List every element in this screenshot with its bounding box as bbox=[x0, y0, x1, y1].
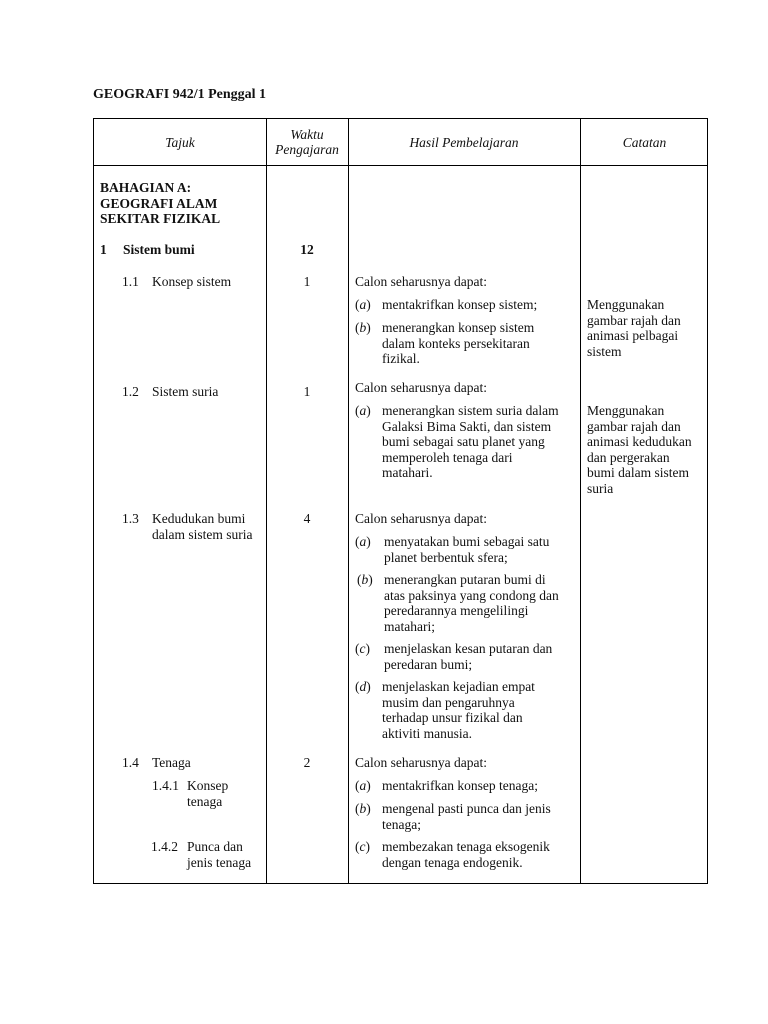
subtopic-number: 1.4 bbox=[122, 755, 139, 770]
column-header-label: Pengajaran bbox=[275, 142, 339, 157]
topic-number: 1 bbox=[100, 242, 107, 257]
note: Menggunakan gambar rajah dan animasi kedudukan dan pergerakan bumi dalam sistem suria bbox=[587, 403, 692, 496]
subsubtopic-number: 1.4.1 bbox=[152, 778, 179, 793]
note: Menggunakan gambar rajah dan animasi pelbagai sistem bbox=[587, 297, 681, 359]
subsubtopic-title: Konsep tenaga bbox=[187, 778, 229, 809]
outcome-intro: Calon seharusnya dapat: bbox=[355, 274, 487, 289]
subtopic-hours: 1 bbox=[303, 384, 311, 399]
outcome-label: (d) bbox=[355, 679, 371, 694]
outcome-label: (a) bbox=[355, 297, 371, 312]
subtopic-title: Kedudukan bumi dalam sistem suria bbox=[152, 511, 253, 542]
outcome-intro: Calon seharusnya dapat: bbox=[355, 380, 487, 395]
column-header-tajuk bbox=[94, 119, 266, 165]
outcome-label: (c) bbox=[355, 641, 370, 656]
column-header-label: Hasil Pembelajaran bbox=[409, 134, 519, 150]
subtopic-title: Sistem suria bbox=[152, 384, 219, 399]
topic-title: Sistem bumi bbox=[123, 242, 195, 257]
subsubtopic-number: 1.4.2 bbox=[151, 839, 178, 854]
header-divider bbox=[94, 165, 707, 166]
section-title: SEKITAR FIZIKAL bbox=[100, 211, 221, 226]
subtopic-hours: 4 bbox=[303, 511, 311, 526]
subtopic-hours: 2 bbox=[303, 755, 311, 770]
outcome-intro: Calon seharusnya dapat: bbox=[355, 511, 487, 526]
section-title: GEOGRAFI ALAM bbox=[100, 195, 218, 211]
column-divider bbox=[348, 119, 349, 883]
column-header-label: Waktu bbox=[290, 127, 324, 142]
outcome-label: (b) bbox=[357, 572, 373, 587]
outcome-label: (b) bbox=[355, 320, 371, 335]
section-title: BAHAGIAN A: bbox=[100, 180, 192, 195]
column-header-hasil bbox=[348, 119, 580, 165]
outcome-label: (a) bbox=[355, 403, 371, 418]
outcome-label: (b) bbox=[355, 801, 371, 816]
subtopic-title: Konsep sistem bbox=[152, 274, 232, 289]
column-header-catatan bbox=[580, 119, 709, 165]
page-header: GEOGRAFI 942/1 Penggal 1 bbox=[93, 87, 267, 102]
outcome-label: (c) bbox=[355, 839, 370, 854]
outcome-label: (a) bbox=[355, 534, 371, 549]
column-header-label: Catatan bbox=[622, 134, 667, 150]
column-header-label: Tajuk bbox=[165, 134, 195, 150]
subtopic-number: 1.1 bbox=[122, 274, 139, 289]
topic-hours: 12 bbox=[300, 242, 314, 257]
outcome-intro: Calon seharusnya dapat: bbox=[355, 755, 487, 770]
column-header-waktu bbox=[266, 119, 348, 165]
column-divider bbox=[580, 119, 581, 883]
subtopic-hours: 1 bbox=[303, 274, 311, 289]
subtopic-number: 1.2 bbox=[122, 384, 139, 399]
subtopic-title: Tenaga bbox=[152, 755, 191, 770]
subtopic-number: 1.3 bbox=[122, 511, 139, 526]
outcome-label: (a) bbox=[355, 778, 371, 793]
subsubtopic-title: Punca dan jenis tenaga bbox=[187, 839, 252, 870]
